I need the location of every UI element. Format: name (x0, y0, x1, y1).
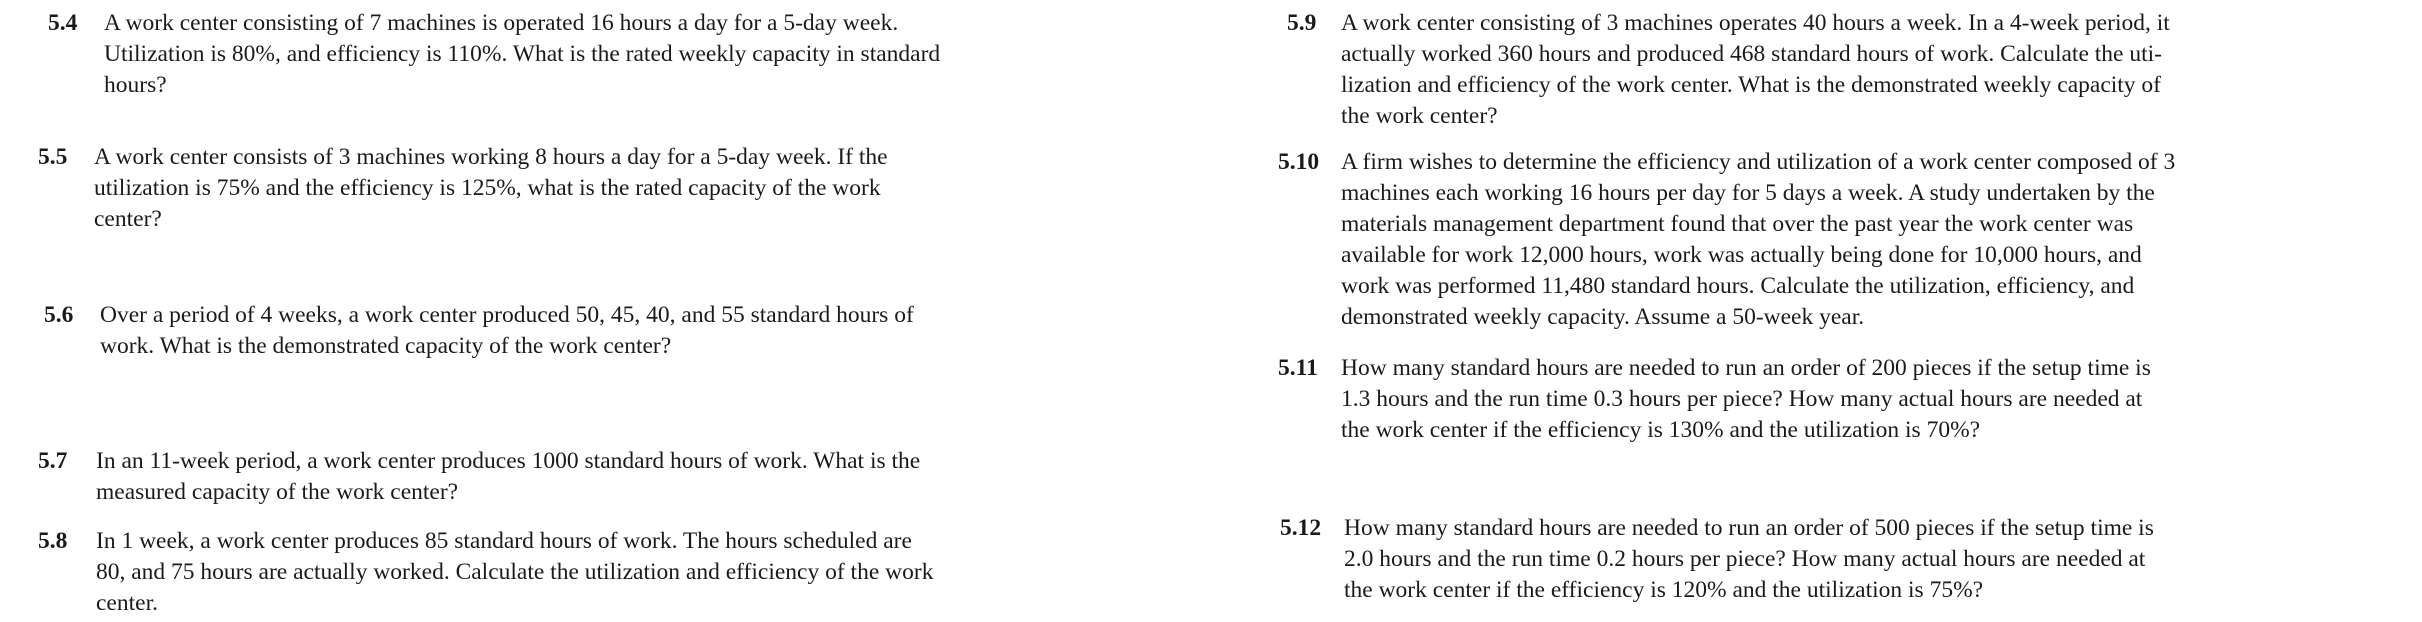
problem-line: utilization is 75% and the efficiency is 125%, what is the rated capacity of the work (94, 175, 881, 201)
problem-line: How many standard hours are needed to run an order of 500 pieces if the setup time is (1344, 515, 2154, 541)
problem-5-12 (1280, 513, 2310, 609)
problem-line: demonstrated weekly capacity. Assume a 50-week year. (1341, 304, 1865, 330)
problem-5-11 (1278, 353, 2308, 449)
problem-line: the work center if the efficiency is 130% and the utilization is 70%? (1341, 417, 1981, 443)
problem-line: measured capacity of the work center? (96, 479, 459, 505)
problem-line: center. (96, 590, 158, 616)
problem-line: Over a period of 4 weeks, a work center produced 50, 45, 40, and 55 standard hours of (100, 302, 914, 328)
problem-text (96, 526, 1060, 619)
problem-line: work was performed 11,480 standard hours. Calculate the utilization, efficiency, and (1341, 273, 2135, 299)
problem-line: materials management department found that over the past year the work center was (1341, 211, 2134, 237)
problem-number: 5.6 (44, 302, 74, 328)
problem-line: A work center consisting of 3 machines operates 40 hours a week. In a 4-week period, it (1341, 10, 2170, 36)
problem-line: available for work 12,000 hours, work was actually being done for 10,000 hours, and (1341, 242, 2142, 268)
problem-line: 80, and 75 hours are actually worked. Calculate the utilization and efficiency of the work (96, 559, 934, 585)
problem-line: A work center consists of 3 machines working 8 hours a day for a 5-day week. If the (94, 144, 888, 170)
problem-5-9 (1287, 8, 2307, 136)
problem-line: In an 11-week period, a work center produces 1000 standard hours of work. What is the (96, 448, 921, 474)
problem-line: hours? (104, 72, 167, 98)
problem-line: the work center if the efficiency is 120% and the utilization is 75%? (1344, 577, 1984, 603)
problem-text (1341, 147, 2307, 333)
problem-line: machines each working 16 hours per day for 5 days a week. A study undertaken by the (1341, 180, 2155, 206)
problem-line: center? (94, 206, 162, 232)
problem-text (104, 8, 1078, 101)
problem-line: actually worked 360 hours and produced 468 standard hours of work. Calculate the uti- (1341, 41, 2162, 67)
problem-5-6 (44, 300, 1084, 370)
problem-text (96, 446, 1060, 508)
problem-line: How many standard hours are needed to run an order of 200 pieces if the setup time is (1341, 355, 2151, 381)
problem-number: 5.12 (1280, 515, 1322, 541)
problem-text (94, 142, 1058, 235)
problem-5-7 (38, 446, 1068, 516)
problem-text (1344, 513, 2310, 606)
problem-line: the work center? (1341, 103, 1498, 129)
problem-number: 5.10 (1278, 149, 1320, 175)
problem-line: 2.0 hours and the run time 0.2 hours per piece? How many actual hours are needed at (1344, 546, 2146, 572)
problem-5-8 (38, 526, 1068, 622)
problem-line: A work center consisting of 7 machines is operated 16 hours a day for a 5-day week. (104, 10, 899, 36)
problem-5-4 (48, 8, 1078, 108)
problem-number: 5.4 (48, 10, 78, 36)
problem-number: 5.11 (1278, 355, 1318, 381)
problem-5-5 (38, 142, 1068, 242)
problem-line: work. What is the demonstrated capacity of the work center? (100, 333, 672, 359)
problem-5-10 (1278, 147, 2308, 337)
problem-text (1341, 353, 2307, 446)
problem-number: 5.9 (1287, 10, 1317, 36)
problem-line: In 1 week, a work center produces 85 standard hours of work. The hours scheduled are (96, 528, 912, 554)
problem-line: A firm wishes to determine the efficiency and utilization of a work center composed of 3 (1341, 149, 2176, 175)
problem-text (1341, 8, 2307, 132)
problem-number: 5.7 (38, 448, 68, 474)
problem-text (100, 300, 1084, 362)
problem-line: 1.3 hours and the run time 0.3 hours per piece? How many actual hours are needed at (1341, 386, 2143, 412)
problem-line: lization and efficiency of the work center. What is the demonstrated weekly capacity of (1341, 72, 2162, 98)
problem-number: 5.8 (38, 528, 68, 554)
problem-line: Utilization is 80%, and efficiency is 110%. What is the rated weekly capacity in standard (104, 41, 941, 67)
problem-number: 5.5 (38, 144, 68, 170)
